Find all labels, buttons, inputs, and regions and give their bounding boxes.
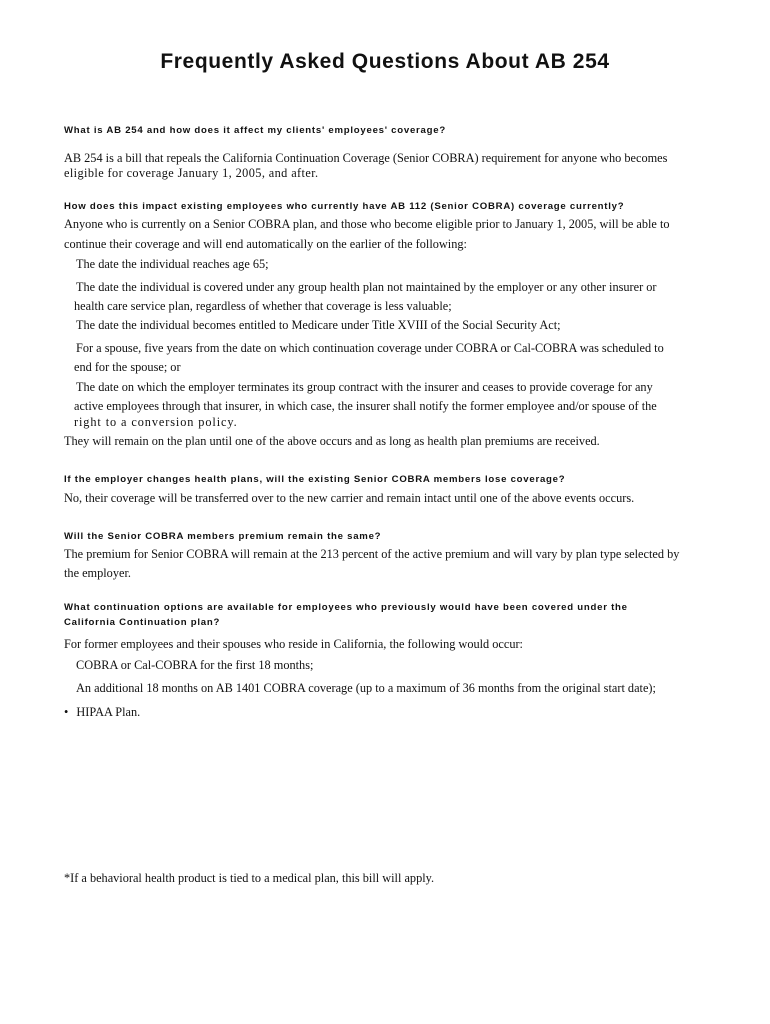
faq-question-4: Will the Senior COBRA members premium remain the same? <box>64 531 382 542</box>
faq-answer-1-line: eligible for coverage January 1, 2005, and after. <box>64 166 319 180</box>
bullet-icon: • <box>64 705 69 719</box>
footnote: *If a behavioral health product is tied to a medical plan, this bill will apply. <box>64 871 435 885</box>
list-item: An additional 18 months on AB 1401 COBRA coverage (up to a maximum of 36 months from the original start date); <box>76 681 656 695</box>
list-item: The date the individual is covered under any group health plan not maintained by the employer or any other insurer or <box>76 280 657 294</box>
list-item: The date the individual reaches age 65; <box>76 257 269 271</box>
list-item: The date on which the employer terminates its group contract with the insurer and ceases to provide coverage for any <box>76 380 653 394</box>
faq-question-5-continued: California Continuation plan? <box>64 617 221 628</box>
list-item-continued: right to a conversion policy. <box>74 415 238 429</box>
faq-answer-3: No, their coverage will be transferred over to the new carrier and remain intact until one of the above events occurs. <box>64 491 635 505</box>
page-title: Frequently Asked Questions About AB 254 <box>160 50 610 73</box>
list-item-continued: health care service plan, regardless of whether that coverage is less valuable; <box>74 299 452 313</box>
faq-answer-2-line: continue their coverage and will end automatically on the earlier of the following: <box>64 237 467 251</box>
faq-answer-2-line: Anyone who is currently on a Senior COBRA plan, and those who become eligible prior to January 1, 2005, will be able to <box>64 217 670 231</box>
faq-question-2: How does this impact existing employees who currently have AB 112 (Senior COBRA) coverage currently? <box>64 201 625 212</box>
bullet-list-item <box>64 705 140 720</box>
bullet-item-text: HIPAA Plan. <box>76 705 141 719</box>
faq-question-5: What continuation options are available for employees who previously would have been covered under the <box>64 602 628 613</box>
faq-answer-1-line: AB 254 is a bill that repeals the California Continuation Coverage (Senior COBRA) requirement for anyone who becomes <box>64 151 668 165</box>
faq-answer-4-line: The premium for Senior COBRA will remain at the 213 percent of the active premium and will vary by plan type selected by <box>64 547 680 561</box>
faq-question-3: If the employer changes health plans, will the existing Senior COBRA members lose coverage? <box>64 474 566 485</box>
list-item-continued: active employees through that insurer, in which case, the insurer shall notify the former employee and/or spouse of the <box>74 399 657 413</box>
faq-question-1: What is AB 254 and how does it affect my clients' employees' coverage? <box>64 125 446 136</box>
list-item-continued: end for the spouse; or <box>74 360 181 374</box>
faq-answer-4-line: the employer. <box>64 566 131 580</box>
list-item: For a spouse, five years from the date on which continuation coverage under COBRA or Cal-COBRA was scheduled to <box>76 341 664 355</box>
list-item: COBRA or Cal-COBRA for the first 18 months; <box>76 658 314 672</box>
faq-answer-2-closing: They will remain on the plan until one of the above occurs and as long as health plan premiums are received. <box>64 434 600 448</box>
faq-answer-5-intro: For former employees and their spouses who reside in California, the following would occur: <box>64 637 523 651</box>
list-item: The date the individual becomes entitled to Medicare under Title XVIII of the Social Security Act; <box>76 318 561 332</box>
